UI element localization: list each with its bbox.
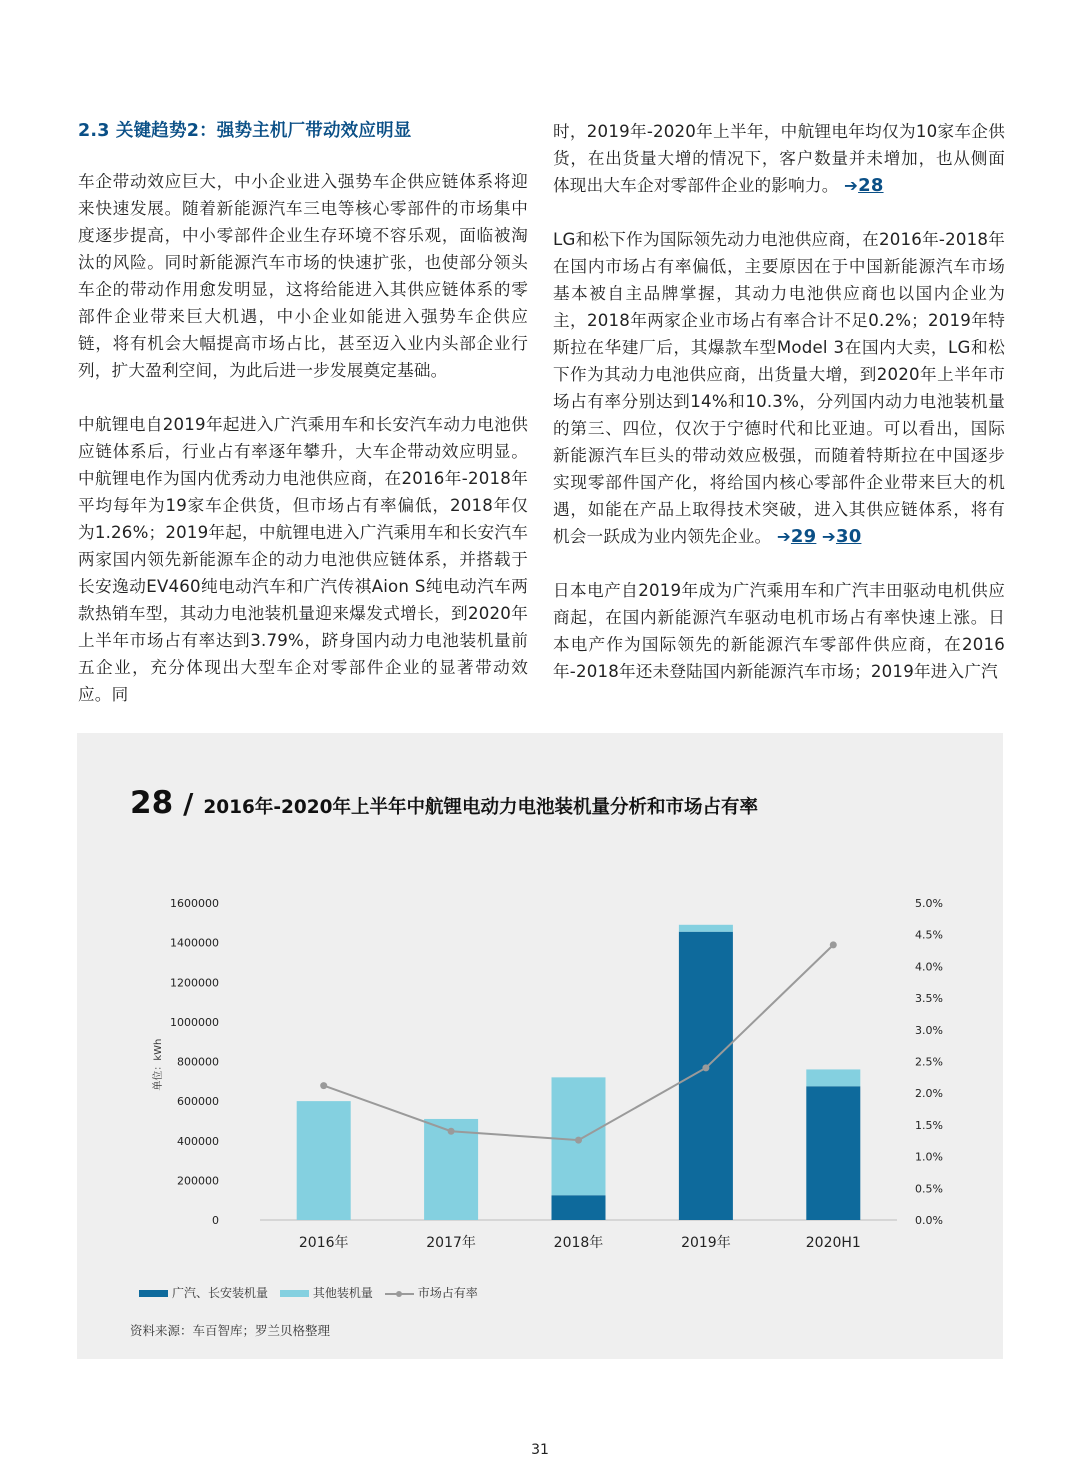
legend-item-line [385,1284,478,1301]
chart-legend [139,1284,486,1301]
bar-segment-other [806,1069,860,1086]
y-axis-tick-label: 400000 [177,1134,219,1148]
right-paragraph-2-text: LG和松下作为国际领先动力电池供应商，在2016年-2018年在国内市场占有率偏低，主要原因在于中国新能源汽车市场基本被自主品牌掌握，其动力电池供应商也以国内企业为主，2018年两家企业市场占有率合计不足0.2%；2019年特斯拉在华建厂后，其爆款车型Model 3在国内大卖，LG和松下作为其动力电池供应商，出货量大增，到2020年上半年市场占有率分别达到14%和10.3%，分列国内动力电池装机量的第三、四位，仅次于宁德时代和比亚迪。可以看出，国际新能源汽车巨头的带动效应极强，而随着特斯拉在中国逐步实现零部件国产化，将给国内核心零部件企业带来巨大的机遇，如能在产品上取得技术突破，进入其供应链体系，将有机会一跃成为业内领先企业。 [553,230,1005,546]
legend-item-light [280,1284,373,1301]
section-title: 2.3 关键趋势2：强势主机厂带动效应明显 [78,121,412,141]
legend-swatch-light [280,1290,309,1297]
legend-swatch-dark [139,1290,168,1297]
legend-swatch-line [385,1289,414,1299]
legend-label-dark: 广汽、长安装机量 [172,1286,269,1300]
y2-axis-tick-label: 2.5% [915,1055,943,1069]
left-paragraph-1: 车企带动效应巨大，中小企业进入强势车企供应链体系将迎来快速发展。随着新能源汽车三电等核心零部件的市场集中度逐步提高，中小零部件企业生存环境不容乐观，面临被淘汰的风险。同时新能源汽车市场的快速扩张，也使部分领头车企的带动作用愈发明显，这将给能进入其供应链体系的零部件企业带来巨大机遇，中小企业如能进入强势车企供应链，将有机会大幅提高市场占比，甚至迈入业内头部企业行列，扩大盈利空间，为此后进一步发展奠定基础。 [78,172,528,380]
bar-segment-guangqi-changan [679,932,733,1220]
figure-reference-link[interactable] [777,527,817,546]
arrow-right-icon: ➔ [821,527,836,546]
right-paragraph-3 [553,577,1005,685]
figure-reference-link[interactable] [822,527,862,546]
market-share-point [830,941,837,948]
figure-reference-link[interactable] [844,176,884,195]
x-axis-tick-label: 2017年 [426,1235,476,1251]
x-axis-tick-label: 2018年 [553,1235,604,1251]
y2-axis-tick-label: 2.0% [915,1087,943,1101]
left-paragraph-2: 中航锂电自2019年起进入广汽乘用车和长安汽车动力电池供应链体系后，行业占有率逐年攀升，大车企带动效应明显。中航锂电作为国内优秀动力电池供应商，在2016年-2018年平均每年为19家车企供货，但市场占有率偏低，2018年仅为1.26%；2019年起，中航锂电进入广汽乘用车和长安汽车两家国内领先新能源车企的动力电池供应链体系，并搭载于长安逸动EV460纯电动汽车和广汽传祺Aion S纯电动汽车两款热销车型，其动力电池装机量迎来爆发式增长，到2020年上半年市场占有率达到3.79%，跻身国内动力电池装机量前五企业，充分体现出大型车企对零部件企业的显著带动效应。同 [78,415,528,704]
x-axis-tick-label: 2016年 [298,1235,349,1251]
figure-title: 2016年-2020年上半年中航锂电动力电池装机量分析和市场占有率 [203,797,759,818]
figure-reference-number: 29 [790,526,817,547]
chart-svg [77,733,1003,1359]
arrow-right-icon: ➔ [776,527,791,546]
y2-axis-tick-label: 4.0% [915,960,943,974]
figure-number: 28 [130,785,174,821]
figure-reference-number: 28 [858,175,884,196]
y2-axis-tick-label: 1.5% [915,1118,943,1132]
y-axis-tick-label: 200000 [177,1174,219,1188]
market-share-point [702,1064,709,1071]
y-axis-tick-label: 0 [212,1214,219,1227]
y-axis-tick-label: 1400000 [170,936,219,950]
market-share-point [575,1137,582,1144]
right-paragraph-1 [553,118,1005,199]
y2-axis-tick-label: 5.0% [915,897,943,910]
page-number: 31 [531,1442,549,1458]
bar-segment-other [679,925,733,932]
right-paragraph-2 [553,226,1005,550]
right-column [553,118,1005,712]
arrow-right-icon: ➔ [843,176,859,195]
y2-axis-tick-label: 0.5% [915,1182,943,1196]
y2-axis-tick-label: 0.0% [915,1214,943,1227]
y2-axis-tick-label: 4.5% [915,928,943,942]
legend-label-light: 其他装机量 [312,1286,373,1300]
legend-label-line: 市场占有率 [417,1286,478,1300]
right-paragraph-3-text: 日本电产自2019年成为广汽乘用车和广汽丰田驱动电机供应商起，在国内新能源汽车驱动电机市场占有率快速上涨。日本电产作为国际领先的新能源汽车零部件供应商，在2016年-2018年还未登陆国内新能源汽车市场；2019年进入广汽 [553,581,1005,681]
bar-segment-guangqi-changan [806,1086,860,1220]
left-column [78,118,528,735]
figure-slash: / [183,787,194,820]
y2-axis-tick-label: 3.0% [915,1023,943,1037]
y-axis-tick-label: 800000 [177,1055,219,1069]
y-axis-tick-label: 1000000 [170,1015,219,1029]
y-axis-title: 单位：kWh [153,1038,164,1091]
figure-reference-number: 30 [835,526,862,547]
source-note: 资料来源：车百智库；罗兰贝格整理 [130,1323,331,1338]
bar-segment-other [552,1077,606,1195]
x-axis-tick-label: 2020H1 [805,1235,861,1251]
y2-axis-tick-label: 1.0% [915,1150,943,1164]
market-share-point [320,1082,327,1089]
chart-panel [77,733,1003,1359]
bar-segment-other [297,1101,351,1220]
y-axis-tick-label: 1200000 [170,976,219,990]
right-paragraph-1-text: 时，2019年-2020年上半年，中航锂电年均仅为10家车企供货，在出货量大增的情况下，客户数量并未增加，也从侧面体现出大车企对零部件企业的影响力。 [553,122,1005,195]
bar-segment-guangqi-changan [552,1195,606,1220]
y-axis-tick-label: 600000 [177,1095,219,1109]
y2-axis-tick-label: 3.5% [915,992,943,1006]
legend-item-dark [139,1284,268,1301]
y-axis-tick-label: 1600000 [170,897,219,910]
x-axis-tick-label: 2019年 [681,1235,731,1251]
market-share-point [448,1128,455,1135]
